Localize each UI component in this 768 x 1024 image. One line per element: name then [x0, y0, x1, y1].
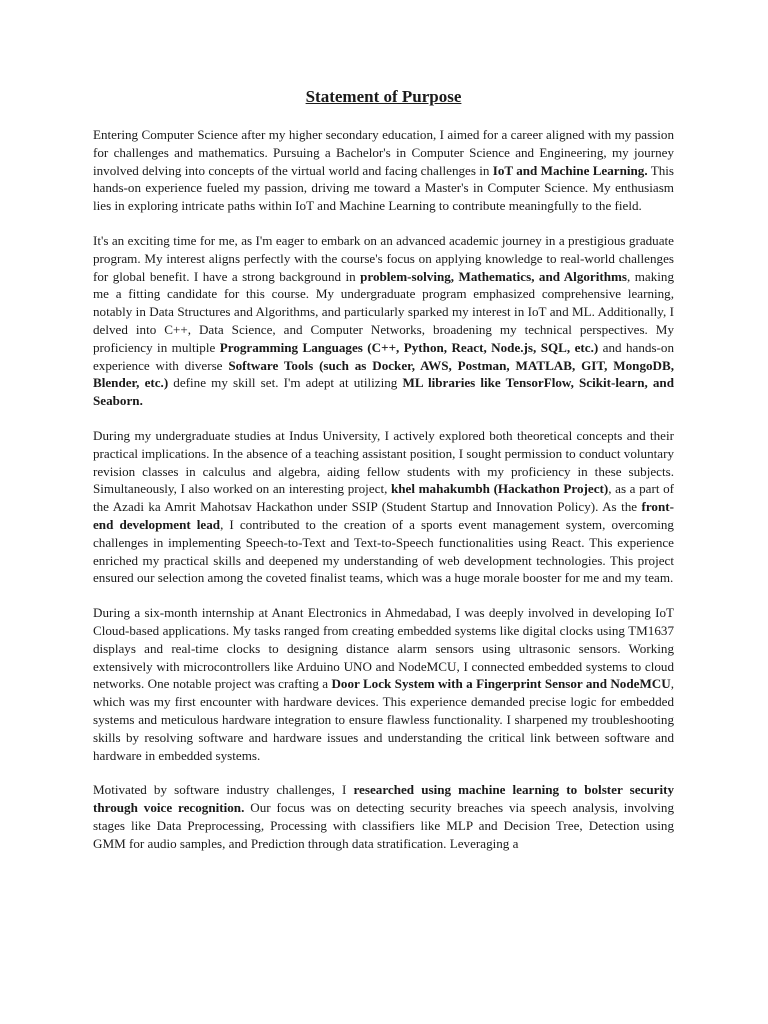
text-segment: , which was my first encounter with hardware devices. This experience demanded precise logic for embedded systems and meticulous hardware integration to ensure flawless functionality. I sharpened my troubleshooting skills by resolving software and hardware issues and understanding the critical link between software and hardware in embedded systems.	[93, 676, 674, 763]
text-segment: , as a part of the Azadi ka Amrit Mahotsav Hackathon under SSIP (Student Startup and Innovation Policy). As the	[93, 481, 674, 515]
text-segment: During a six-month internship at Anant Electronics in Ahmedabad, I was deeply involved in developing IoT Cloud-based applications. My tasks ranged from creating embedded systems like digital clocks using TM1637 displays and real-time clocks to designing distance alarm sensors using ultrasonic sensors. Working extensively with microcontrollers like Arduino UNO and NodeMCU, I connected embedded systems to cloud networks. One notable project was crafting a	[93, 605, 674, 692]
paragraph-2	[93, 232, 674, 410]
text-segment: Entering Computer Science after my higher secondary education, I aimed for a career aligned with my passion for challenges and mathematics. Pursuing a Bachelor's in Computer Science and Engineering, my journey involved delving into concepts of the virtual world and facing challenges in	[93, 127, 674, 178]
text-segment: This hands-on experience fueled my passion, driving me toward a Master's in Computer Science. My enthusiasm lies in exploring intricate paths within IoT and Machine Learning to contribute meaningfully to the field.	[93, 162, 674, 214]
bold-segment: problem-solving, Mathematics, and Algorithms	[360, 268, 628, 284]
bold-segment: ML libraries like TensorFlow, Scikit-learn, and Seaborn.	[93, 375, 674, 409]
bold-segment: Door Lock System with a Fingerprint Sensor and NodeMCU	[331, 676, 671, 692]
bold-segment: front-end development lead	[93, 499, 674, 532]
text-segment: define my skill set. I'm adept at utilizing	[168, 375, 403, 391]
bold-segment: Software Tools (such as Docker, AWS, Postman, MATLAB, GIT, MongoDB, Blender, etc.)	[93, 357, 675, 391]
paragraph-1	[93, 126, 674, 215]
text-segment: and hands-on experience with diverse	[93, 339, 674, 373]
document-page	[93, 86, 674, 869]
text-segment: Our focus was on detecting security breaches via speech analysis, involving stages like Data Preprocessing, Processing with classifiers like MLP and Decision Tree, Detection using GMM for audio samples, and Prediction through data stratification. Leveraging a	[93, 800, 674, 851]
document-title: Statement of Purpose	[305, 87, 462, 106]
text-segment: It's an exciting time for me, as I'm eager to embark on an advanced academic journey in a prestigious graduate program. My interest aligns perfectly with the course's focus on applying knowledge to real-world challenges for global benefit. I have a strong background in	[93, 232, 674, 284]
paragraph-3	[93, 427, 674, 587]
text-segment: Motivated by software industry challenges, I	[93, 782, 354, 798]
text-segment: , I contributed to the creation of a sports event management system, overcoming challenges in implementing Speech-to-Text and Text-to-Speech functionalities using React. This experience enriched my practical skills and deepened my understanding of web development technologies. This project ensured our selection among the coveted finalist teams, which was a huge morale booster for me and my team.	[93, 516, 674, 586]
paragraph-4	[93, 604, 674, 764]
text-segment: During my undergraduate studies at Indus University, I actively explored both theoretical concepts and their practical implications. In the absence of a teaching assistant position, I sought permission to conduct voluntary revision classes in calculus and algebra, aiding fellow students with my proficiency in these subjects. Simultaneously, I also worked on an interesting project,	[93, 427, 674, 497]
paragraph-5	[93, 781, 674, 852]
text-segment: , making me a fitting candidate for this course. My undergraduate program emphasized comprehensive learning, notably in Data Structures and Algorithms, and particularly sparked my interest in IoT and ML. Additionally, I delved into C++, Data Science, and Computer Networks, broadening my technical perspectives. My proficiency in multiple	[93, 268, 674, 355]
bold-segment: Programming Languages (C++, Python, React, Node.js, SQL, etc.)	[219, 339, 599, 355]
bold-segment: researched using machine learning to bolster security through voice recognition.	[93, 782, 675, 816]
bold-segment: IoT and Machine Learning.	[492, 162, 648, 178]
bold-segment: khel mahakumbh (Hackathon Project)	[390, 481, 609, 497]
